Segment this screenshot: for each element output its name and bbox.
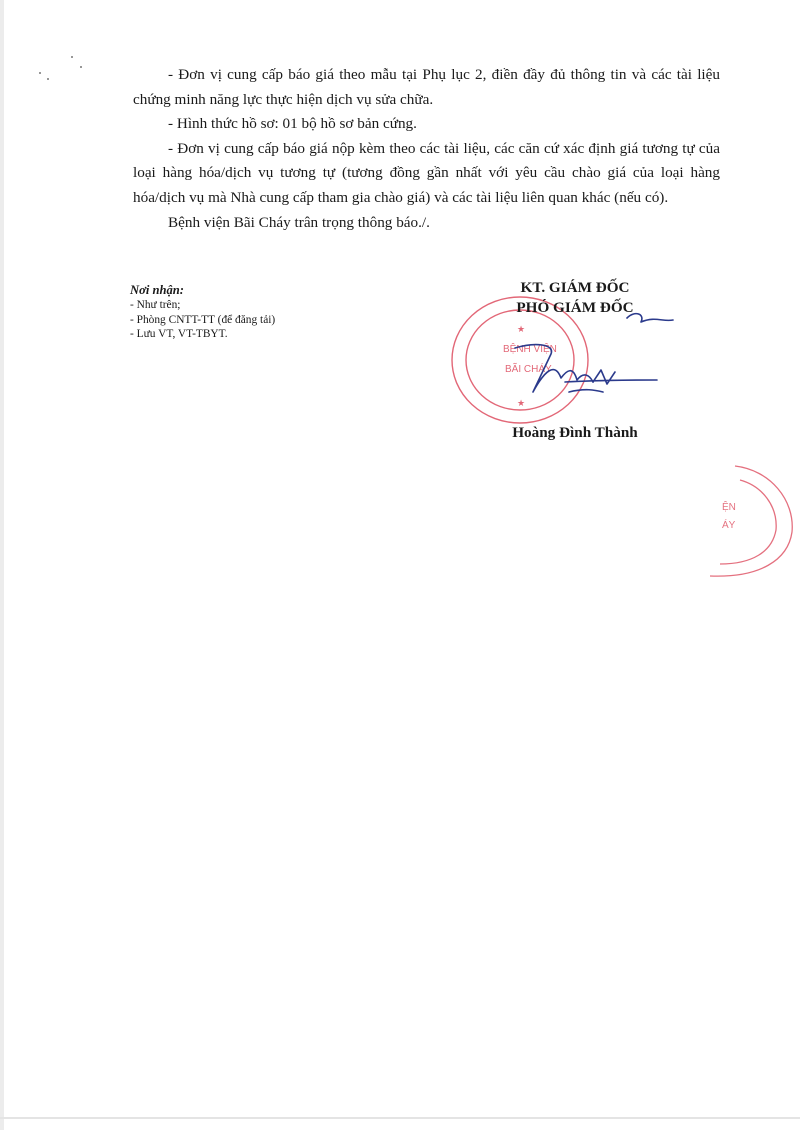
scan-speck (71, 56, 73, 58)
page-left-edge (0, 0, 4, 1130)
page-bottom-edge (0, 1117, 800, 1119)
stamp-star-icon: ★ (517, 324, 526, 334)
paragraph-quote-form: - Đơn vị cung cấp báo giá theo mẫu tại Phụ lục 2, điền đầy đủ thông tin và các tài liệu chứng minh năng lực thực hiện dịch vụ sửa chữa. (133, 66, 720, 108)
document-body (133, 63, 720, 235)
recipients-block (130, 283, 390, 342)
handwritten-signature (495, 300, 685, 420)
scan-speck (39, 72, 41, 74)
paragraph-dossier-format: - Hình thức hồ sơ: 01 bộ hồ sơ bản cứng. (168, 115, 417, 133)
paragraph-closing: Bệnh viện Bãi Cháy trân trọng thông báo./. (168, 213, 430, 231)
stamp-text-line2: BÃI CHÁY (505, 364, 552, 375)
recipients-title: Nơi nhận: (130, 283, 185, 297)
stamp-text-line1: BỆNH VIỆN (503, 344, 557, 355)
edge-seal-mark: ÁY (722, 520, 736, 531)
edge-seal-stamp (700, 460, 800, 580)
edge-seal-mark: ỆN (722, 502, 736, 513)
stamp-star-icon: ★ (517, 398, 526, 408)
recipient-item: - Như trên; (130, 298, 181, 311)
signer-position-title: PHÓ GIÁM ĐỐC (516, 299, 634, 316)
paragraph-supporting-docs: - Đơn vị cung cấp báo giá nộp kèm theo các tài liệu, các căn cứ xác định giá tương tự của loại hàng hóa/dịch vụ tương tự (tương đồng gần nhất với yêu cầu chào giá của loại hàng hóa/dịch vụ mà Nhà cung cấp tham gia chào giá) và các tài liệu liên quan khác (nếu có). (133, 139, 720, 206)
scan-speck (80, 66, 82, 68)
recipient-item: - Lưu VT, VT-TBYT. (130, 328, 228, 341)
recipient-item: - Phòng CNTT-TT (để đăng tải) (130, 313, 276, 326)
signer-name: Hoàng Đình Thành (512, 424, 638, 441)
signer-authority-title: KT. GIÁM ĐỐC (520, 279, 630, 296)
scan-speck (47, 78, 49, 80)
